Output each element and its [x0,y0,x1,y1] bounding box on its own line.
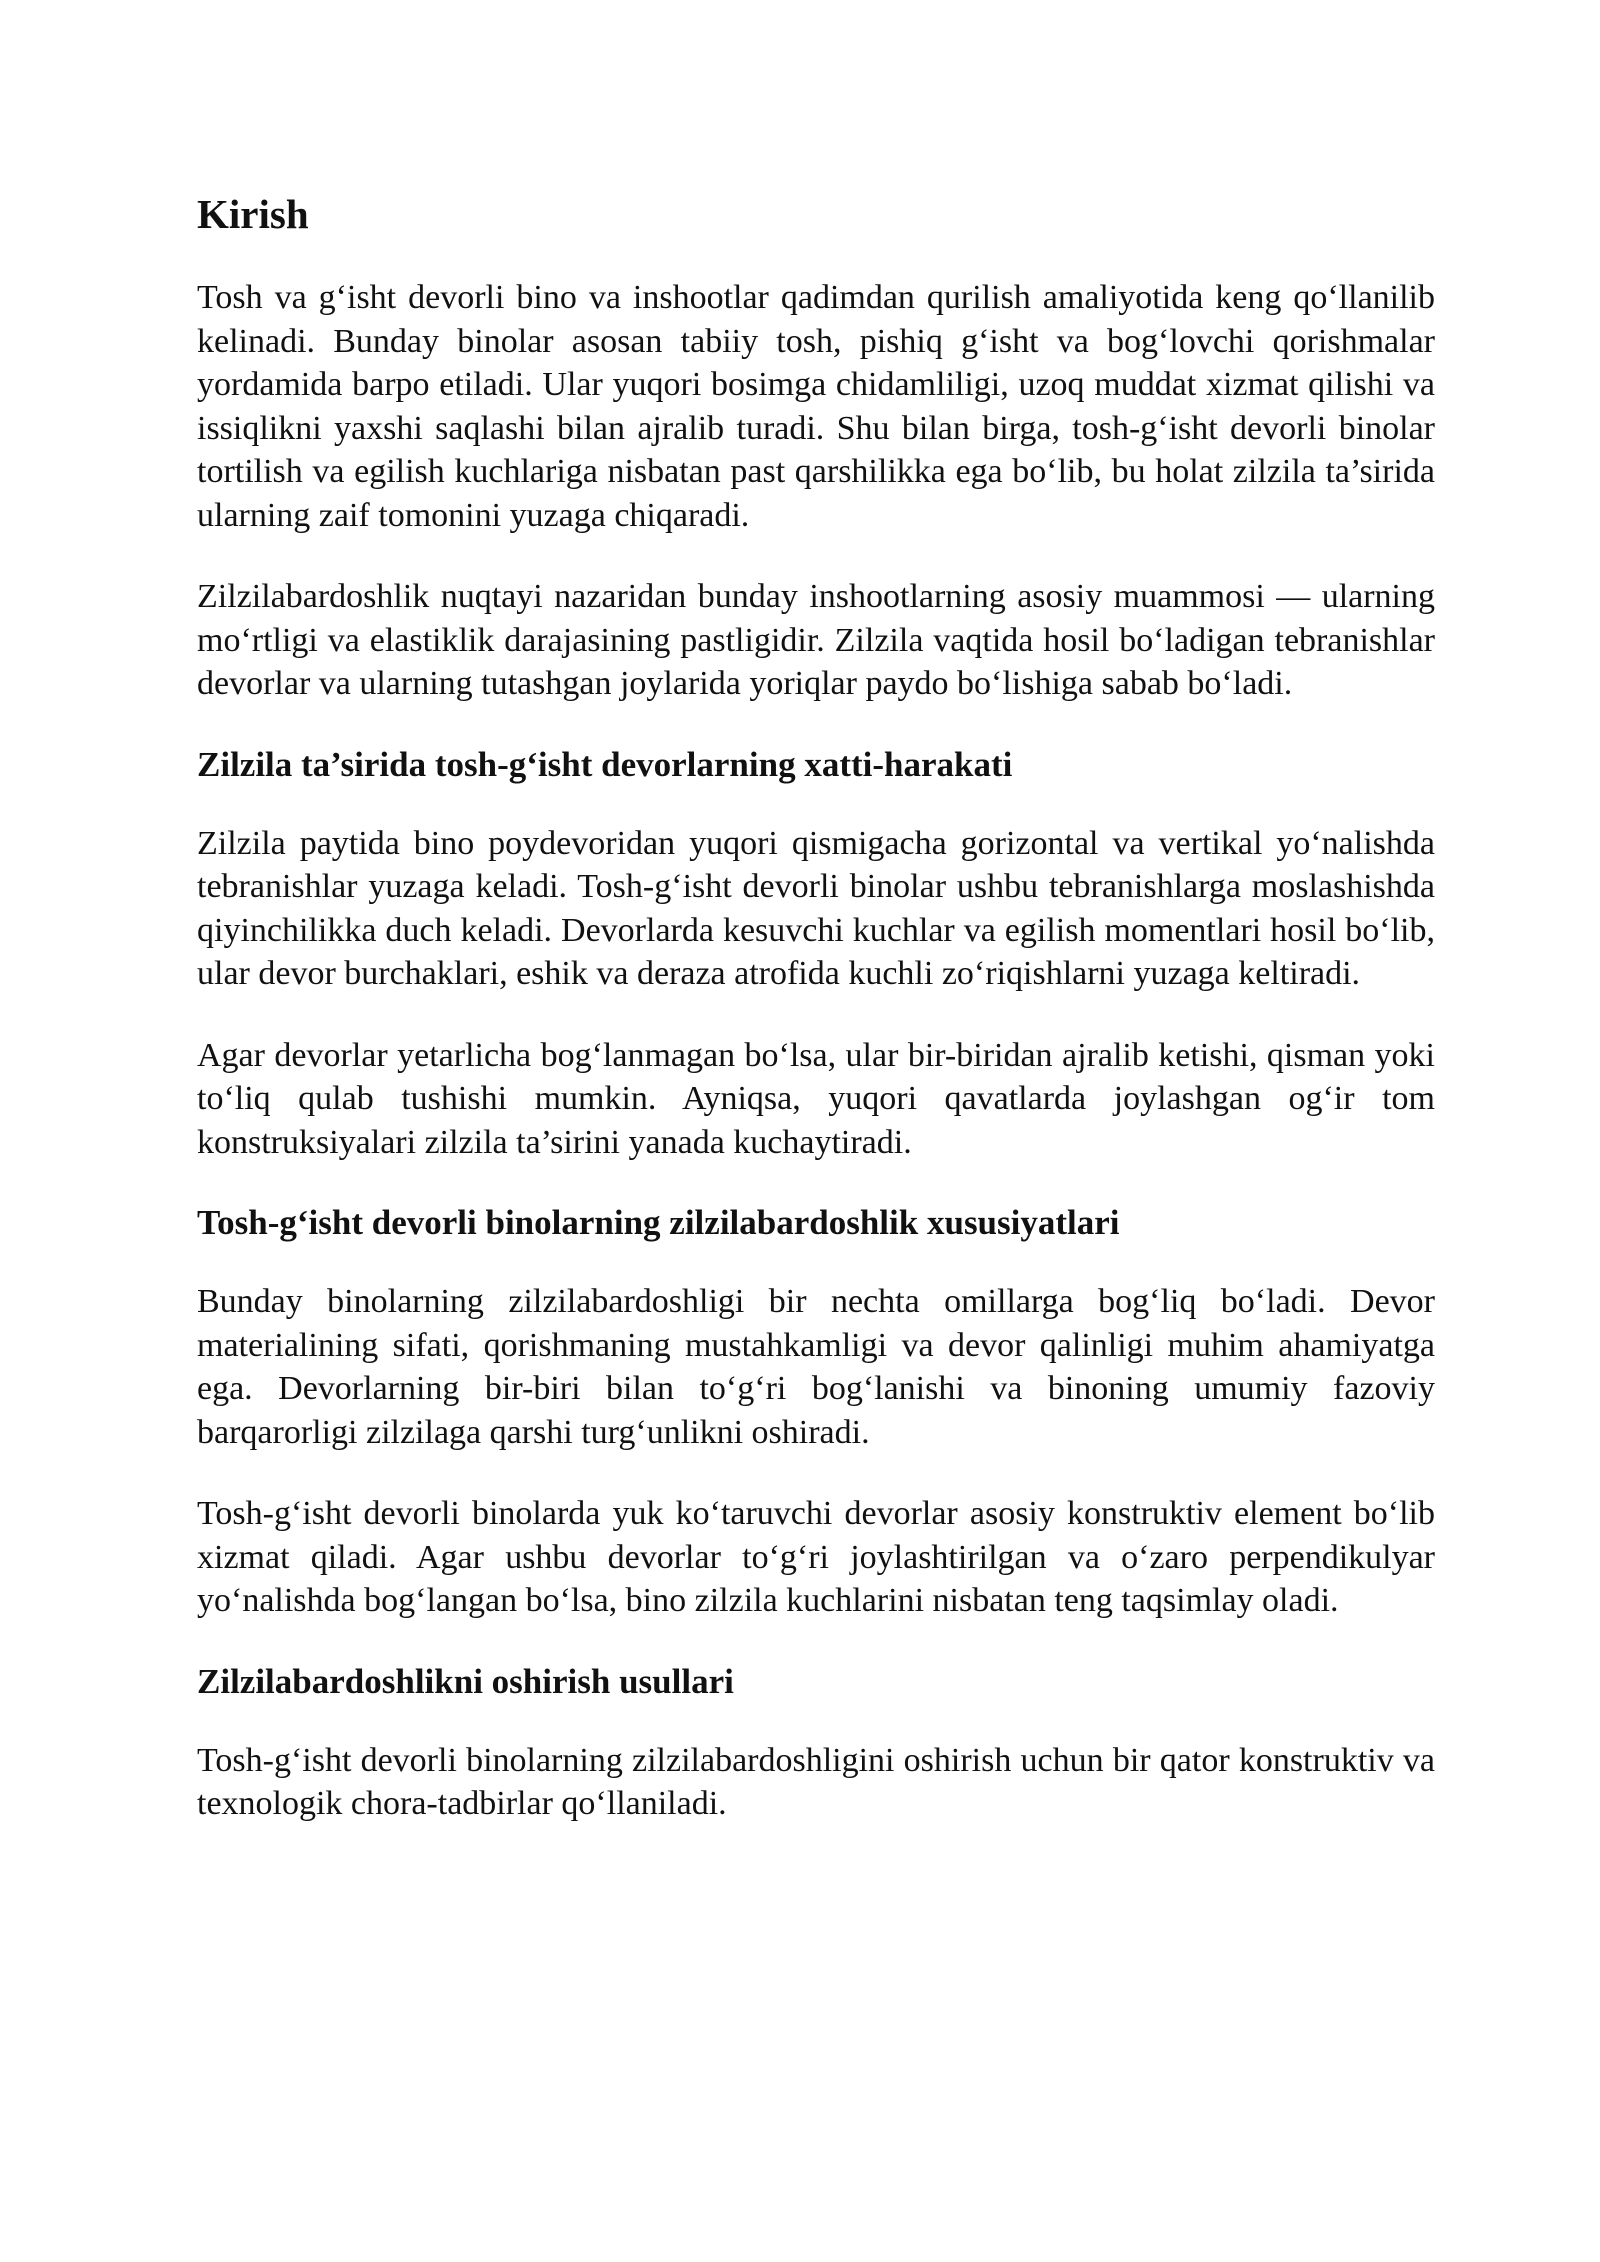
section-paragraph: Agar devorlar yetarlicha bog‘lanmagan bo‘lsa, ular bir-biridan ajralib ketishi, qisman yoki to‘liq qulab tushishi mumkin. Ayniqsa, yuqori qavatlarda joylashgan og‘ir tom konstruksiyalari zilzila ta’sirini yanada kuchaytiradi. [197,1036,1435,1161]
document-page [197,190,1435,1864]
section-heading: Tosh-g‘isht devorli binolarning zilzilabardoshlik xususiyatlari [197,1203,1120,1242]
section-paragraph: Tosh-g‘isht devorli binolarning zilzilabardoshligini oshirish uchun bir qator konstruktiv va texnologik chora-tadbirlar qo‘llaniladi. [197,1741,1435,1822]
section-paragraph: Zilzila paytida bino poydevoridan yuqori qismigacha gorizontal va vertikal yo‘nalishda tebranishlar yuzaga keladi. Tosh-g‘isht devorli binolar ushbu tebranishlarga moslashishda qiyinchilikka duch keladi. Devorlarda kesuvchi kuchlar va egilish momentlari hosil bo‘lib, ular devor burchaklari, eshik va deraza atrofida kuchli zo‘riqishlarni yuzaga keltiradi. [197,824,1435,992]
section-heading: Zilzilabardoshlikni oshirish usullari [197,1661,734,1701]
section-paragraph: Bunday binolarning zilzilabardoshligi bir nechta omillarga bog‘liq bo‘ladi. Devor materialining sifati, qorishmaning mustahkamligi va devor qalinligi muhim ahamiyatga ega. Devorlarning bir-biri bilan to‘g‘ri bog‘lanishi va binoning umumiy fazoviy barqarorligi zilzilaga qarshi turg‘unlikni oshiradi. [197,1283,1435,1451]
section-heading: Zilzila ta’sirida tosh-g‘isht devorlarning xatti-harakati [197,744,1013,784]
section-paragraph: Tosh-g‘isht devorli binolarda yuk ko‘taruvchi devorlar asosiy konstruktiv element bo‘lib xizmat qiladi. Agar ushbu devorlar to‘g‘ri joylashtirilgan va o‘zaro perpendikulyar yo‘nalishda bog‘langan bo‘lsa, bino zilzila kuchlarini nisbatan teng taqsimlay oladi. [197,1495,1435,1619]
intro-paragraph: Zilzilabardoshlik nuqtayi nazaridan bunday inshootlarning asosiy muammosi — ularning mo‘rtligi va elastiklik darajasining pastligidir. Zilzila vaqtida hosil bo‘ladigan tebranishlar devorlar va ularning tutashgan joylarida yoriqlar paydo bo‘lishiga sabab bo‘ladi. [197,578,1435,702]
intro-paragraph: Tosh va g‘isht devorli bino va inshootlar qadimdan qurilish amaliyotida keng qo‘llanilib kelinadi. Bunday binolar asosan tabiiy tosh, pishiq g‘isht va bog‘lovchi qorishmalar yordamida barpo etiladi. Ular yuqori bosimga chidamliligi, uzoq muddat xizmat qilishi va issiqlikni yaxshi saqlashi bilan ajralib turadi. Shu bilan birga, tosh-g‘isht devorli binolar tortilish va egilish kuchlariga nisbatan past qarshilikka ega bo‘lib, bu holat zilzila ta’sirida ularning zaif tomonini yuzaga chiqaradi. [197,279,1435,534]
document-title: Kirish [197,191,309,237]
